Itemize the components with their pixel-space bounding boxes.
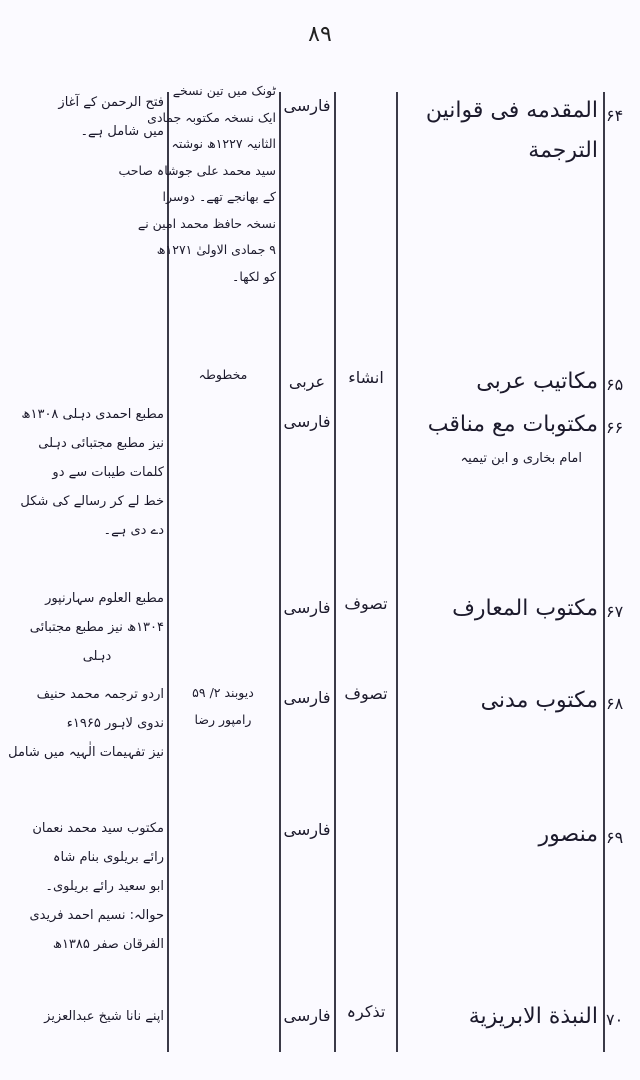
entry-subject: تذکرہ xyxy=(346,1002,386,1021)
entry-notes xyxy=(30,1002,164,1031)
page-number: ۸۹ xyxy=(308,22,332,47)
entry-title: منصور xyxy=(538,822,598,847)
entry-notes xyxy=(30,88,164,146)
entry-number: ۶۴ xyxy=(606,106,624,125)
manuscript-line: کے بھانجے تھے۔ دوسرا xyxy=(162,189,276,204)
note-line: نیز مطبع مجتبائی دہلی xyxy=(38,436,164,451)
entry-number: ۶۶ xyxy=(606,418,624,437)
entry-number: ۶۵ xyxy=(606,375,624,394)
note-line: مطبع العلوم سہارنپور xyxy=(45,591,164,606)
entry-manuscripts xyxy=(170,680,276,733)
note-line: رائے بریلوی بنام شاہ xyxy=(52,850,164,865)
entry-number: ۶۷ xyxy=(606,602,624,621)
entry-title-line: المقدمه فی قوانین xyxy=(425,98,598,123)
note-line: فتح الرحمن کے آغاز xyxy=(58,95,164,110)
note-line: نیز تفہیمات الٰہیہ میں شامل xyxy=(8,745,164,760)
entry-language: عربی xyxy=(288,372,326,391)
entry-subject: تصوف xyxy=(344,594,388,613)
entry-notes xyxy=(30,814,164,959)
manuscript-line: رامپور رضا xyxy=(194,711,252,727)
entry-title: مکتوب مدنی xyxy=(480,688,598,713)
manuscript-line: نسخہ حافظ محمد امین نے xyxy=(137,215,276,231)
entry-notes xyxy=(8,680,164,767)
manuscript-line: ایک نسخہ مکتوبہ جمادی xyxy=(147,109,276,125)
entry-title: مکتوبات مع مناقب xyxy=(427,412,598,437)
entry-notes xyxy=(20,400,164,545)
entry-title xyxy=(402,92,598,170)
note-line: ۱۳۰۴ھ نیز مطبع مجتبائی xyxy=(29,620,164,635)
note-line: اردو ترجمہ محمد حنیف xyxy=(36,687,164,702)
note-line: کلمات طیبات سے دو xyxy=(52,465,164,480)
manuscript-line: الثانیہ ۱۲۲۷ھ نوشتہ xyxy=(171,136,276,151)
note-line: مطبع احمدی دہلی ۱۳۰۸ھ xyxy=(21,407,164,422)
manuscript-line: ٹونک میں تین نسخے xyxy=(172,83,276,98)
note-line: اپنے نانا شیخ عبدالعزیز xyxy=(44,1009,164,1024)
note-line: دہلی xyxy=(82,649,112,664)
note-line: خط لے کر رسالے کی شکل xyxy=(20,494,164,509)
manuscript-line: دیوبند ۲/ ۵۹ xyxy=(192,685,254,700)
entry-language: فارسی xyxy=(283,598,331,617)
entry-language: فارسی xyxy=(283,1006,331,1025)
column-rule-subject xyxy=(334,92,336,1052)
note-line: دے دی ہے۔ xyxy=(103,523,164,538)
column-rule-number xyxy=(603,92,605,1052)
note-line: الفرقان صفر ۱۳۸۵ھ xyxy=(52,937,164,952)
note-line: ابو سعید رائے بریلوی۔ xyxy=(45,879,164,894)
entry-number: ۶۹ xyxy=(606,828,624,847)
entry-subtitle: امام بخاری و ابن تیمیہ xyxy=(460,451,582,466)
entry-manuscripts xyxy=(170,362,276,389)
note-line: میں شامل ہے۔ xyxy=(80,124,164,139)
entry-title: مکاتیب عربی xyxy=(476,369,598,394)
note-line: حوالہ: نسیم احمد فریدی xyxy=(29,908,164,923)
entry-number: ۶۸ xyxy=(606,694,624,713)
entry-language: فارسی xyxy=(283,820,331,839)
entry-subject: تصوف xyxy=(344,684,388,703)
manuscript-line: ۹ جمادی الاولیٰ ۱۲۷۱ھ xyxy=(156,242,276,257)
entry-title: النبذة الابریزیة xyxy=(468,1004,598,1029)
note-line: ندوی لاہور ۱۹۶۵ء xyxy=(66,716,164,731)
entry-language: فارسی xyxy=(283,96,331,115)
column-rule-language xyxy=(279,92,281,1052)
entry-language: فارسی xyxy=(283,688,331,707)
manuscript-line: مخطوطہ xyxy=(198,367,248,382)
manuscript-line: سید محمد علی جوشاہ صاحب xyxy=(118,162,276,178)
entry-number: ۷۰ xyxy=(606,1010,624,1029)
entry-title-line: الترجمة xyxy=(528,138,598,163)
entry-title: مکتوب المعارف xyxy=(452,596,598,621)
entry-subject: انشاء xyxy=(348,368,384,387)
column-rule-title xyxy=(396,92,398,1052)
manuscript-line: کو لکھا۔ xyxy=(232,268,276,284)
entry-notes xyxy=(30,584,164,671)
entry-language: فارسی xyxy=(283,412,331,431)
note-line: مکتوب سید محمد نعمان xyxy=(32,821,164,836)
